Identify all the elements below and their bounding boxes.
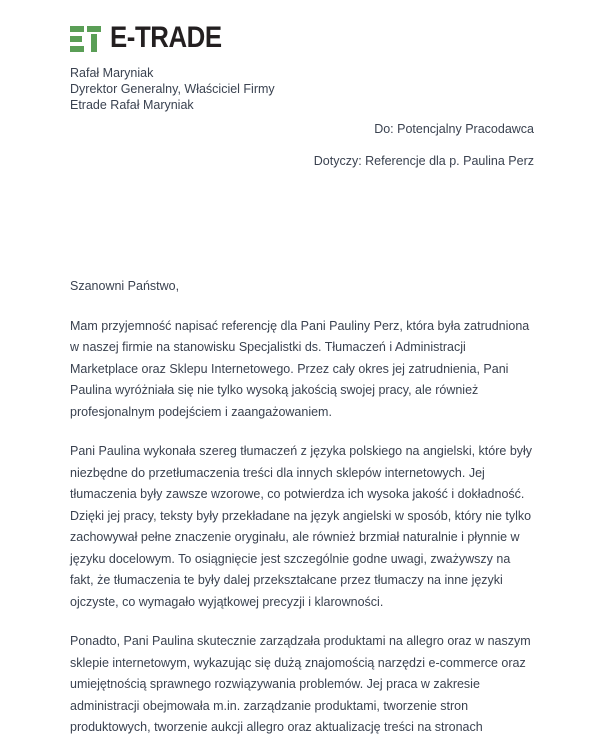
recipient-line: Do: Potencjalny Pracodawca	[374, 122, 534, 136]
body-paragraph: Ponadto, Pani Paulina skutecznie zarządzała produktami na allegro oraz w naszym sklepie internetowym, wykazując się dużą znajomością narzędzi e-commerce oraz umiejętnością sprawnego rozwiązywania problemów. Jej praca w zakresie administracji obejmowała m.in. zarządzanie produktami, tworzenie stron produktowych, tworzenie aukcji allegro oraz aktualizację treści na stronach	[70, 634, 531, 734]
letter-body	[70, 276, 536, 739]
sender-block	[70, 65, 534, 113]
body-paragraph: Mam przyjemność napisać referencję dla Pani Pauliny Perz, która była zatrudniona w naszej firmie na stanowisku Specjalistki ds. Tłumaczeń i Administracji Marketplace oraz Sklepu Internetowego. Przez cały okres jej zatrudnienia, Pani Paulina wyróżniała się nie tylko wysoką jakością swojej pracy, ale również profesjonalnym podejściem i zaangażowaniem.	[70, 318, 530, 419]
salutation: Szanowni Państwo,	[70, 279, 180, 293]
sender-title: Dyrektor Generalny, Właściciel Firmy	[70, 82, 275, 96]
logo-wordmark: E-TRADE	[110, 21, 222, 54]
company-logo	[70, 20, 534, 56]
letterhead	[70, 20, 534, 113]
et-monogram-icon	[70, 23, 101, 54]
body-paragraph: Pani Paulina wykonała szereg tłumaczeń z języka polskiego na angielski, które były niezbędne do przetłumaczenia treści dla innych sklepów internetowych. Jej tłumaczenia były zawsze wzorowe, co potwierdza ich wysoka jakość i dokładność. Dzięki jej pracy, teksty były przekładane na język angielski w sposób, który nie tylko zachowywał pełne znaczenie oryginału, ale również brzmiał naturalnie i płynnie w języku docelowym. To osiągnięcie jest szczególnie godne uwagi, zważywszy na fakt, że tłumaczenia te były dalej przekształcane przez tłumaczy na inne języki ojczyste, co wymagało wyjątkowej precyzji i klarowności.	[70, 444, 533, 609]
subject-line: Dotyczy: Referencje dla p. Paulina Perz	[313, 154, 534, 168]
sender-name: Rafał Maryniak	[70, 66, 154, 80]
sender-company: Etrade Rafał Maryniak	[70, 98, 194, 112]
addressee-block	[70, 121, 534, 169]
